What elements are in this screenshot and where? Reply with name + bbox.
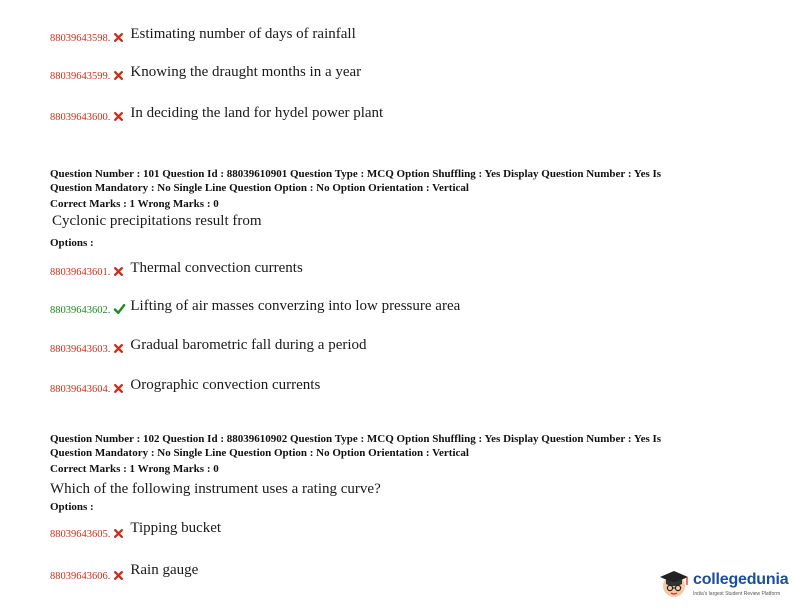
option-id: 88039643606. <box>50 571 111 582</box>
question-text: Which of the following instrument uses a rating curve? <box>50 481 381 497</box>
option-row <box>50 339 367 357</box>
option-row <box>50 379 320 397</box>
option-row <box>50 107 383 125</box>
option-text: Tipping bucket <box>130 520 222 536</box>
cross-icon <box>113 32 124 43</box>
check-icon <box>113 303 126 315</box>
option-id: 88039643604. <box>50 384 111 395</box>
option-text: Estimating number of days of rainfall <box>130 26 356 42</box>
question-meta-line: Question Mandatory : No Single Line Question Option : No Option Orientation : Vertical <box>50 447 469 459</box>
option-text: Knowing the draught months in a year <box>130 64 362 80</box>
option-text: Thermal convection currents <box>130 260 303 276</box>
option-row <box>50 562 199 584</box>
options-label: Options : <box>50 501 94 513</box>
question-marks: Correct Marks : 1 Wrong Marks : 0 <box>50 198 219 210</box>
option-row <box>50 28 356 46</box>
question-text: Cyclonic precipitations result from <box>52 213 262 229</box>
question-marks: Correct Marks : 1 Wrong Marks : 0 <box>50 463 219 475</box>
question-meta <box>50 432 740 476</box>
option-id: 88039643598. <box>50 33 111 44</box>
collegedunia-logo <box>655 565 789 605</box>
logo-tagline: India's largest Student Review Platform <box>693 591 781 597</box>
question-meta-line: Question Number : 101 Question Id : 88039610901 Question Type : MCQ Option Shuffling : Yes Display Question Number : Yes Is <box>50 168 662 180</box>
option-id: 88039643600. <box>50 112 111 123</box>
options-label: Options : <box>50 237 94 249</box>
option-row <box>50 262 303 280</box>
option-text: In deciding the land for hydel power plant <box>130 105 384 121</box>
cross-icon <box>113 266 124 277</box>
cross-icon <box>113 343 124 354</box>
question-meta-line: Question Mandatory : No Single Line Question Option : No Option Orientation : Vertical <box>50 182 469 194</box>
option-text: Lifting of air masses converzing into low pressure area <box>130 298 461 314</box>
question-meta <box>50 167 740 211</box>
option-row <box>50 66 361 84</box>
option-id: 88039643601. <box>50 267 111 278</box>
option-row-correct <box>50 300 460 318</box>
graduate-icon <box>657 567 691 601</box>
option-id: 88039643602. <box>50 305 111 316</box>
cross-icon <box>113 111 124 122</box>
cross-icon <box>113 570 124 581</box>
option-text: Orographic convection currents <box>130 377 321 393</box>
cross-icon <box>113 383 124 394</box>
cross-icon <box>113 528 124 539</box>
cross-icon <box>113 70 124 81</box>
option-text: Gradual barometric fall during a period <box>130 337 367 353</box>
logo-text: collegedunia <box>693 571 789 588</box>
question-meta-line: Question Number : 102 Question Id : 88039610902 Question Type : MCQ Option Shuffling : Yes Display Question Number : Yes Is <box>50 433 662 445</box>
option-text: Rain gauge <box>130 562 199 578</box>
option-row <box>50 520 222 542</box>
option-id: 88039643599. <box>50 71 111 82</box>
option-id: 88039643603. <box>50 344 111 355</box>
option-id: 88039643605. <box>50 529 111 540</box>
